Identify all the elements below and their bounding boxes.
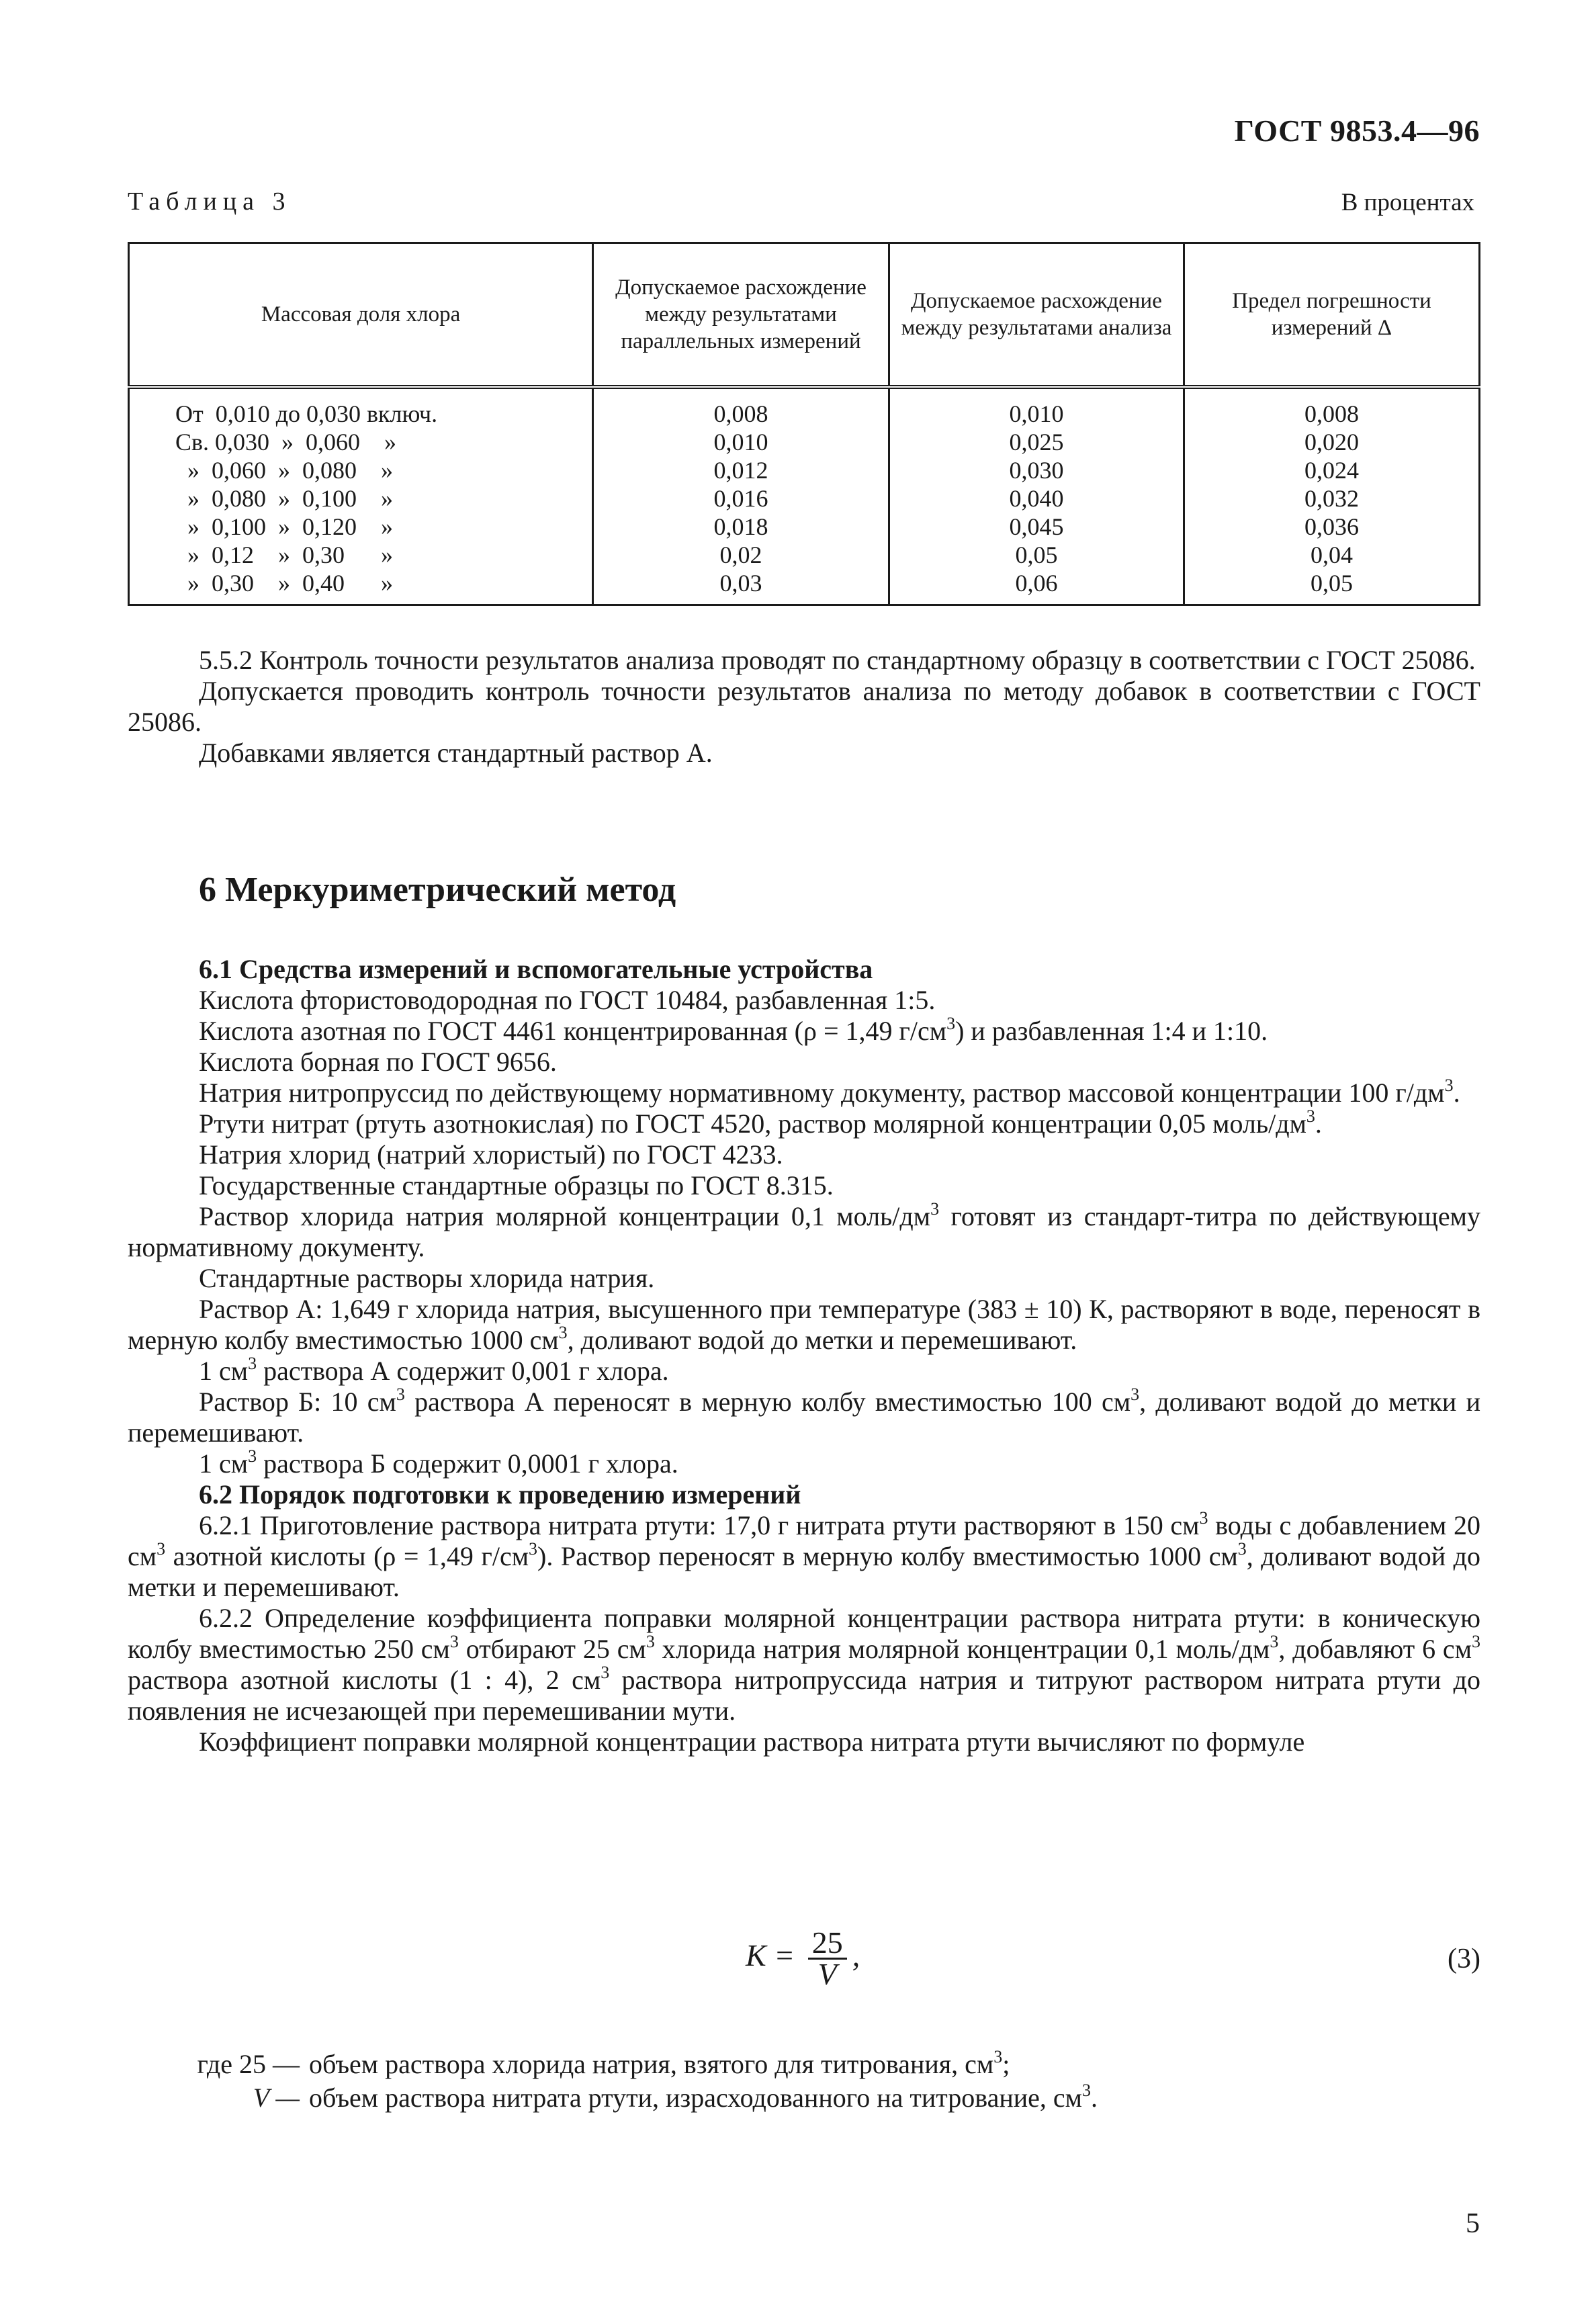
table-cell: 0,025	[889, 428, 1184, 456]
paragraph: Ртути нитрат (ртуть азотнокислая) по ГОСТ 4520, раствор молярной концентрации 0,05 моль/$дм^3$.	[199, 1106, 1322, 1139]
paragraph: 6.2.1 Приготовление раствора нитрата ртути: 17,0 г нитрата ртути растворяют в 150 $см^3$ воды с добавлением 20 $см^3$ азотной кислоты (ρ = 1,49 $г/см^3$). Раствор переносят в мерную колбу вместимостью 1000 $см^3$, доливают водой до метки и перемешивают.	[128, 1508, 1480, 1602]
column-header: Допускаемое расхождение между результатами параллельных измерений	[593, 243, 889, 388]
paragraph: Раствор А: 1,649 г хлорида натрия, высушенного при температуре (383 ± 10) К, растворяют в воде, переносят в мерную колбу вместимостью 1000 $см^3$, доливают водой до метки и перемешивают.	[128, 1294, 1480, 1355]
table-cell: » 0,060 » 0,080 »	[129, 456, 593, 484]
table-cell: 0,05	[1184, 569, 1479, 605]
paragraph: 5.5.2 Контроль точности результатов анализа проводят по стандартному образцу в соответствии с ГОСТ 25086.	[199, 645, 1476, 675]
paragraph: Допускается проводить контроль точности результатов анализа по методу добавок в соответствии с ГОСТ 25086.	[128, 676, 1480, 737]
table-cell: 0,03	[593, 569, 889, 605]
table-cell: 0,040	[889, 484, 1184, 513]
table-cell: 0,008	[1184, 387, 1479, 428]
table-cell: 0,024	[1184, 456, 1479, 484]
table-cell: Св. 0,030 » 0,060 »	[129, 428, 593, 456]
table-cell: 0,016	[593, 484, 889, 513]
subsection-heading: 6.2 Порядок подготовки к проведению измерений	[199, 1479, 801, 1510]
section-5-5-2	[128, 645, 1480, 769]
table-caption: Таблица 3	[128, 187, 292, 216]
document-code: ГОСТ 9853.4—96	[1234, 114, 1480, 148]
table-unit: В процентах	[1341, 189, 1474, 216]
table-cell: 0,018	[593, 513, 889, 541]
table-row	[129, 456, 1480, 484]
paragraph: Раствор хлорида натрия молярной концентрации 0,1 моль/$дм^3$ готовят из стандарт-титра по действующему нормативному документу.	[128, 1199, 1480, 1262]
formula-trail: ,	[852, 1938, 860, 1973]
column-header: Допускаемое расхождение между результатами анализа	[889, 243, 1184, 388]
formula	[746, 1925, 860, 1991]
table-cell: 0,036	[1184, 513, 1479, 541]
column-header: Предел погрешности измерений Δ	[1184, 243, 1479, 388]
paragraph: 1 $см^3$ раствора Б содержит 0,0001 г хлора.	[199, 1446, 678, 1479]
table-cell: 0,032	[1184, 484, 1479, 513]
table-cell: 0,045	[889, 513, 1184, 541]
table-row	[129, 484, 1480, 513]
formula-lhs: K =	[746, 1938, 795, 1973]
table-cell: » 0,12 » 0,30 »	[129, 541, 593, 569]
table-cell: 0,010	[593, 428, 889, 456]
table-cell: 0,012	[593, 456, 889, 484]
table-cell: 0,030	[889, 456, 1184, 484]
fraction	[808, 1925, 847, 1991]
table-row	[129, 541, 1480, 569]
table-row	[129, 387, 1480, 428]
table-cell: 0,06	[889, 569, 1184, 605]
paragraph: 1 $см^3$ раствора А содержит 0,001 г хлора.	[199, 1354, 669, 1386]
where-term: V —	[253, 2083, 300, 2113]
paragraph: Натрия хлорид (натрий хлористый) по ГОСТ 4233.	[199, 1139, 783, 1170]
paragraph: Натрия нитропруссид по действующему нормативному документу, раствор массовой концентрации 100 $г/дм^3$.	[199, 1076, 1460, 1108]
page-number: 5	[1466, 2208, 1480, 2239]
table-row	[129, 513, 1480, 541]
table-cell: 0,020	[1184, 428, 1479, 456]
table-cell: 0,04	[1184, 541, 1479, 569]
where-line	[168, 2049, 1010, 2080]
numerator: 25	[808, 1928, 847, 1960]
paragraph: Раствор Б: 10 $см^3$ раствора А переносят в мерную колбу вместимостью 100 $см^3$, доливают водой до метки и перемешивают.	[128, 1385, 1480, 1448]
denominator: V	[817, 1957, 837, 1991]
where-definition: объем раствора хлорида натрия, взятого для титрования, $см^3$;	[309, 2047, 1010, 2079]
paragraph: Государственные стандартные образцы по ГОСТ 8.315.	[199, 1170, 834, 1200]
subsection-heading: 6.1 Средства измерений и вспомогательные устройства	[199, 954, 873, 984]
paragraph: Кислота азотная по ГОСТ 4461 концентрированная (ρ = 1,49 $г/см^3$) и разбавленная 1:4 и 1:10.	[199, 1014, 1268, 1046]
table-cell: 0,008	[593, 387, 889, 428]
table-cell: 0,05	[889, 541, 1184, 569]
table-cell: » 0,080 » 0,100 »	[129, 484, 593, 513]
paragraph: Добавками является стандартный раствор А.	[199, 738, 713, 768]
paragraph: 6.2.2 Определение коэффициента поправки молярной концентрации раствора нитрата ртути: в коническую колбу вместимостью 250 $см^3$ отбирают 25 $см^3$ хлорида натрия молярной концентрации 0,1 моль/$дм^3$, добавляют 6 $см^3$ раствора азотной кислоты (1 : 4), 2 $см^3$ раствора нитропруссида натрия и титруют раствором нитрата ртути до появления не исчезающей при перемешивании мути.	[128, 1603, 1481, 1726]
table-cell: 0,010	[889, 387, 1184, 428]
section-heading: 6 Меркуриметрический метод	[199, 871, 676, 909]
where-line	[168, 2083, 1098, 2113]
table-cell: » 0,100 » 0,120 »	[129, 513, 593, 541]
where-definition: объем раствора нитрата ртути, израсходованного на титрование, $см^3$.	[309, 2081, 1098, 2113]
paragraph: Кислота борная по ГОСТ 9656.	[199, 1047, 557, 1077]
column-header: Массовая доля хлора	[129, 243, 593, 388]
chlorine-table	[128, 242, 1480, 606]
table-cell: 0,02	[593, 541, 889, 569]
paragraph: Коэффициент поправки молярной концентрации раствора нитрата ртути вычисляют по формуле	[199, 1727, 1305, 1757]
table-row	[129, 569, 1480, 605]
paragraph: Кислота фтористоводородная по ГОСТ 10484, разбавленная 1:5.	[199, 985, 936, 1015]
paragraph: Стандартные растворы хлорида натрия.	[199, 1263, 655, 1293]
where-term: где 25 —	[197, 2049, 300, 2079]
table-row	[129, 428, 1480, 456]
formula-number: (3)	[1448, 1943, 1480, 1974]
table-cell: » 0,30 » 0,40 »	[129, 569, 593, 605]
section-6-1	[128, 954, 1480, 1757]
table-cell: От 0,010 до 0,030 включ.	[129, 387, 593, 428]
